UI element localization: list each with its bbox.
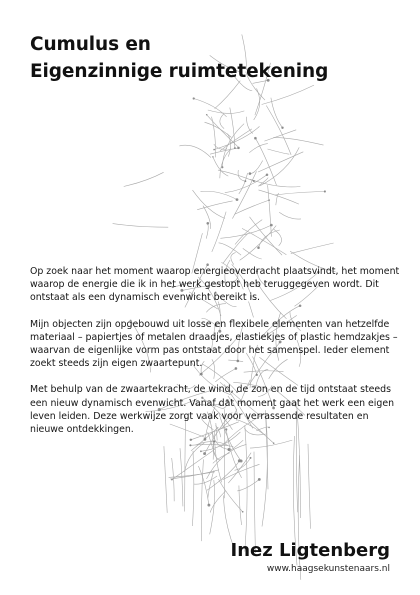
wire-strand bbox=[243, 248, 262, 259]
wire-knot bbox=[213, 149, 215, 151]
wire-strand bbox=[228, 453, 251, 483]
wire-knot bbox=[212, 156, 213, 157]
wire-strand bbox=[198, 466, 209, 505]
wire-strand bbox=[220, 225, 271, 238]
wire-strand bbox=[239, 486, 242, 526]
wire-strand bbox=[255, 138, 276, 185]
author-name: Inez Ligtenberg bbox=[230, 540, 390, 561]
wire-knot bbox=[234, 147, 236, 149]
wire-strand bbox=[266, 106, 291, 155]
wire-knot bbox=[206, 114, 207, 115]
wire-knot bbox=[236, 198, 239, 201]
wire-strand bbox=[212, 117, 216, 158]
wire-strand bbox=[213, 157, 228, 176]
wire-knot bbox=[200, 450, 202, 452]
hanging-wire bbox=[308, 444, 311, 529]
wire-knot bbox=[270, 224, 273, 227]
wire-strand bbox=[275, 192, 325, 196]
wire-strand bbox=[234, 200, 269, 214]
wire-strand bbox=[205, 122, 232, 137]
wire-strand bbox=[291, 243, 334, 253]
wire-strand bbox=[232, 171, 256, 218]
hanging-wire bbox=[164, 446, 167, 513]
wire-strand bbox=[242, 228, 286, 254]
wire-knot bbox=[242, 511, 244, 513]
wire-strand bbox=[268, 185, 272, 237]
hanging-wire bbox=[192, 451, 193, 526]
wire-strand bbox=[213, 453, 230, 463]
wire-strand bbox=[212, 212, 226, 252]
wire-strand bbox=[246, 117, 252, 134]
title-line-2: Eigenzinnige ruimtetekening bbox=[30, 61, 329, 82]
wire-strand bbox=[220, 114, 224, 128]
hanging-wire bbox=[201, 459, 203, 541]
wire-strand bbox=[262, 85, 314, 104]
wire-knot bbox=[281, 126, 283, 128]
wire-strand bbox=[124, 172, 164, 186]
wire-strand bbox=[250, 217, 283, 255]
paragraph-2: Mijn objecten zijn opgebouwd uit losse en flexibele elementen van hetzelfde materiaal – papiertjes of metalen draadjes, elastiekjes of plastic hemdzakjes – waarvan de eigenlijke vorm pas ontstaat door het samenspel. Ieder element zoekt steeds zijn eigen zwaartepunt. bbox=[30, 318, 398, 370]
wire-knot bbox=[268, 199, 270, 201]
page-title bbox=[30, 31, 370, 85]
hanging-wire bbox=[254, 452, 255, 553]
wire-strand bbox=[210, 491, 225, 512]
wire-strand bbox=[194, 99, 227, 117]
wire-knot bbox=[206, 222, 209, 225]
wire-knot bbox=[240, 460, 243, 463]
wire-strand bbox=[268, 149, 290, 154]
paragraph-1: Op zoek naar het moment waarop energieoverdracht plaatsvindt, het moment waarop de energie die ik in het werk gestopt heb teruggegeven wordt. Dit ontstaat als een dynamisch evenwicht bereikt is. bbox=[30, 266, 400, 304]
wire-knot bbox=[221, 166, 223, 168]
wire-strand bbox=[218, 170, 254, 181]
paragraph-3: Met behulp van de zwaartekracht, de wind, de zon en de tijd ontstaat steeds een nieuw dynamisch evenwicht. Vanaf dat moment gaat het werk een eigen leven leiden. Deze werkwijze zorgt vaak voor verrassende resultaten en nieuwe ontdekkingen. bbox=[30, 384, 395, 436]
wire-strand bbox=[193, 190, 226, 218]
wire-strand bbox=[201, 191, 238, 199]
wire-knot bbox=[207, 504, 210, 507]
author-website: www.haagsekunstenaars.nl bbox=[266, 564, 390, 574]
wire-knot bbox=[324, 190, 326, 192]
wire-knot bbox=[254, 137, 257, 140]
wire-knot bbox=[193, 97, 195, 99]
wire-strand bbox=[249, 144, 267, 153]
wire-strand bbox=[225, 175, 267, 193]
wire-strand bbox=[206, 223, 208, 238]
wire-strand bbox=[194, 476, 217, 484]
wire-knot bbox=[171, 479, 173, 481]
wire-strand bbox=[237, 479, 259, 491]
title-line-1: Cumulus en bbox=[30, 34, 151, 55]
wire-knot bbox=[203, 452, 206, 455]
wire-knot bbox=[266, 174, 269, 177]
author-block bbox=[231, 540, 390, 576]
wire-knot bbox=[237, 147, 240, 150]
wire-knot bbox=[249, 172, 252, 175]
wire-strand bbox=[113, 224, 169, 228]
wire-knot bbox=[257, 246, 260, 249]
wire-strand bbox=[231, 253, 236, 265]
wire-knot bbox=[258, 478, 261, 481]
wire-strand bbox=[279, 212, 301, 219]
wire-strand bbox=[264, 130, 296, 141]
wire-strand bbox=[208, 110, 245, 113]
wire-knot bbox=[253, 180, 255, 182]
wire-strand bbox=[250, 179, 300, 187]
wire-strand bbox=[273, 137, 323, 145]
wire-strand bbox=[179, 145, 211, 157]
wire-knot bbox=[244, 180, 246, 182]
wire-knot bbox=[250, 457, 252, 459]
body-text bbox=[30, 265, 402, 449]
wire-strand bbox=[274, 229, 282, 246]
wire-strand bbox=[258, 152, 303, 172]
